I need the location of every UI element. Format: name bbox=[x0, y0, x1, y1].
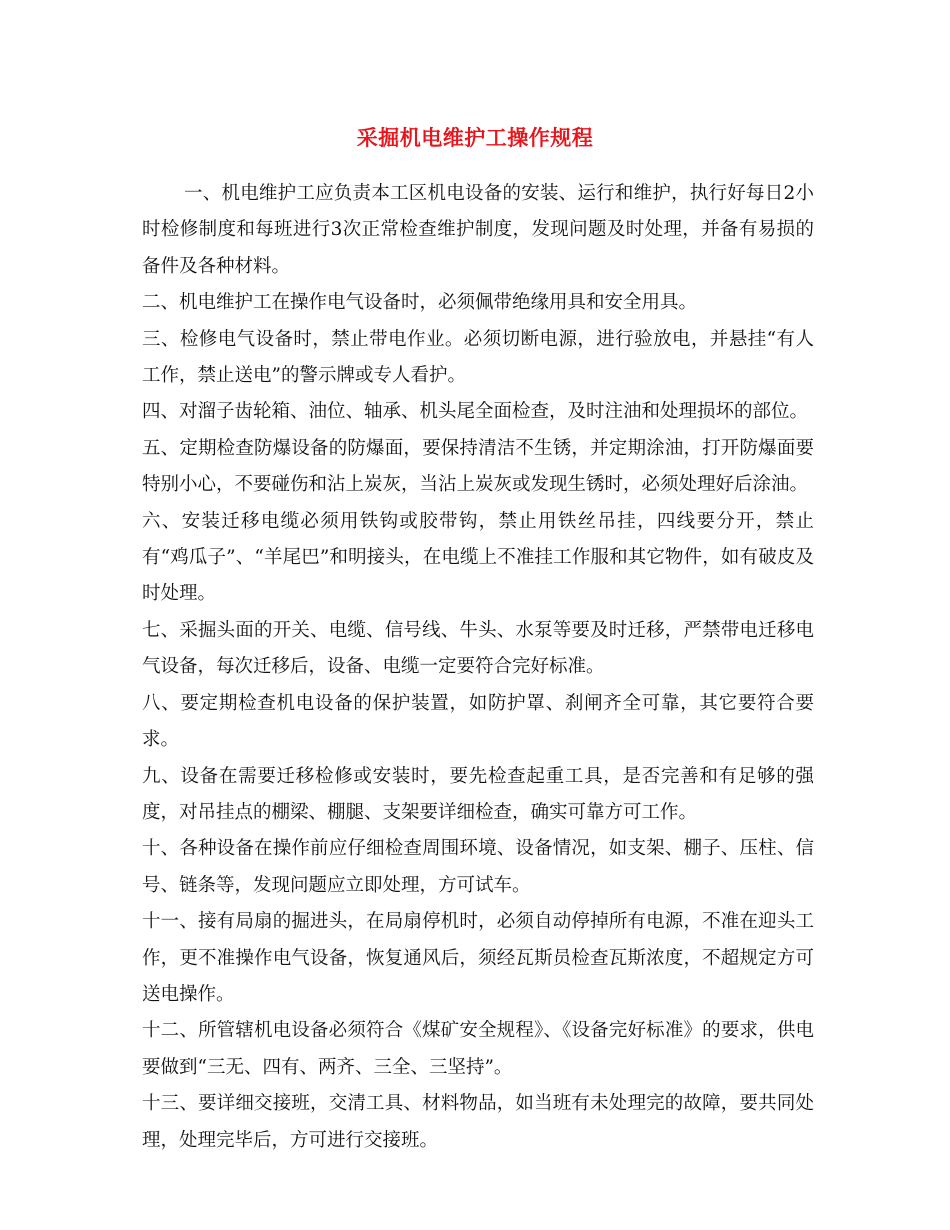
paragraph-11: 十一、接有局扇的掘进头，在局扇停机时，必须自动停掉所有电源，不准在迎头工作，更不准操作电气设备，恢复通风后，须经瓦斯员检查瓦斯浓度，不超规定方可送电操作。 bbox=[142, 911, 814, 1005]
paragraph-2: 二、机电维护工在操作电气设备时，必须佩带绝缘用具和安全用具。 bbox=[142, 292, 698, 314]
paragraph-8: 八、要定期检查机电设备的保护装置，如防护罩、刹闸齐全可靠，其它要符合要求。 bbox=[142, 692, 814, 751]
paragraph-7: 七、采掘头面的开关、电缆、信号线、牛头、水泵等要及时迁移，严禁带电迁移电气设备，每次迁移后，设备、电缆一定要符合完好标准。 bbox=[142, 619, 814, 678]
paragraph-4: 四、对溜子齿轮箱、油位、轴承、机头尾全面检查，及时注油和处理损坏的部位。 bbox=[142, 401, 809, 423]
paragraph-9: 九、设备在需要迁移检修或安装时，要先检查起重工具，是否完善和有足够的强度，对吊挂点的棚梁、棚腿、支架要详细检查，确实可靠方可工作。 bbox=[142, 765, 814, 823]
document-body bbox=[142, 176, 814, 1159]
paragraph-5: 五、定期检查防爆设备的防爆面，要保持清洁不生锈，并定期涂油，打开防爆面要特别小心，不要碰伤和沾上炭灰，当沾上炭灰或发现生锈时，必须处理好后涂油。 bbox=[142, 437, 814, 496]
paragraph-6: 六、安装迁移电缆必须用铁钩或胶带钩，禁止用铁丝吊挂，四线要分开，禁止有“鸡瓜子”、“羊尾巴”和明接头，在电缆上不准挂工作服和其它物件，如有破皮及时处理。 bbox=[142, 510, 814, 605]
document-title: 采掘机电维护工操作规程 bbox=[356, 125, 594, 150]
paragraph-3: 三、检修电气设备时，禁止带电作业。必须切断电源，进行验放电，并悬挂“有人工作，禁止送电”的警示牌或专人看护。 bbox=[142, 328, 814, 387]
paragraph-12: 十二、所管辖机电设备必须符合《煤矿安全规程》、《设备完好标准》的要求，供电要做到“三无、四有、两齐、三全、三坚持”。 bbox=[142, 1020, 814, 1078]
paragraph-1: 一、机电维护工应负责本工区机电设备的安装、运行和维护，执行好每日2小时检修制度和每班进行3次正常检查维护制度，发现问题及时处理，并备有易损的备件及各种材料。 bbox=[142, 183, 814, 277]
paragraph-13: 十三、要详细交接班，交清工具、材料物品，如当班有未处理完的故障，要共同处理，处理完毕后，方可进行交接班。 bbox=[142, 1093, 814, 1151]
paragraph-10: 十、各种设备在操作前应仔细检查周围环境、设备情况，如支架、棚子、压柱、信号、链条等，发现问题应立即处理，方可试车。 bbox=[142, 838, 814, 896]
